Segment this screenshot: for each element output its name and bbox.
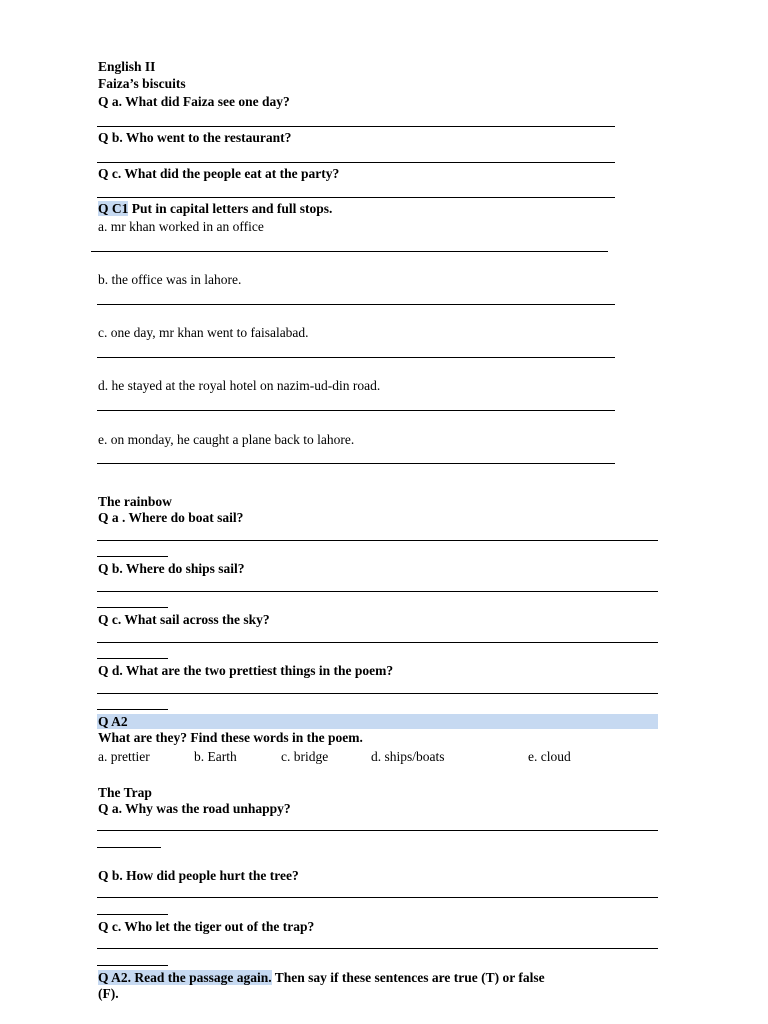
question-rainbow-c: Q c. What sail across the sky?: [98, 612, 270, 627]
answer-line: [97, 540, 658, 541]
section-title-rainbow: The rainbow: [98, 494, 172, 509]
question-trap-a: Q a. Why was the road unhappy?: [98, 801, 291, 816]
answer-line: [97, 693, 658, 694]
highlight-bar: [97, 714, 658, 729]
answer-line: [97, 642, 658, 643]
word-c: c. bridge: [281, 749, 329, 764]
sentence-e: e. on monday, he caught a plane back to lahore.: [98, 432, 355, 447]
question-trap-a2: [98, 970, 545, 986]
subject-title: English II: [98, 59, 156, 74]
question-c1-text: Put in capital letters and full stops.: [128, 201, 333, 216]
answer-line: [97, 357, 615, 358]
question-rainbow-a: Q a . Where do boat sail?: [98, 510, 244, 525]
question-trap-a2-text: Then say if these sentences are true (T) or false: [271, 970, 545, 985]
answer-line: [97, 897, 658, 898]
answer-line: [97, 948, 658, 949]
word-e: e. cloud: [528, 749, 571, 764]
question-rainbow-d: Q d. What are the two prettiest things in the poem?: [98, 663, 394, 678]
sentence-b: b. the office was in lahore.: [98, 272, 242, 287]
word-b: b. Earth: [194, 749, 237, 764]
answer-line: [97, 304, 615, 305]
answer-line: [97, 830, 658, 831]
word-a: a. prettier: [98, 749, 150, 764]
answer-line: [97, 591, 658, 592]
question-trap-c: Q c. Who let the tiger out of the trap?: [98, 919, 315, 934]
question-rainbow-a2-text: What are they? Find these words in the poem.: [98, 730, 363, 745]
answer-line: [97, 126, 615, 127]
question-trap-a2-label: Q A2. Read the passage again.: [98, 970, 272, 985]
question-trap-b: Q b. How did people hurt the tree?: [98, 868, 299, 883]
question-rainbow-b: Q b. Where do ships sail?: [98, 561, 245, 576]
answer-line: [97, 914, 168, 915]
answer-line: [97, 556, 168, 557]
sentence-c: c. one day, mr khan went to faisalabad.: [98, 325, 309, 340]
answer-line: [97, 162, 615, 163]
answer-line: [97, 410, 615, 411]
answer-line: [97, 463, 615, 464]
sentence-d: d. he stayed at the royal hotel on nazim-ud-din road.: [98, 378, 381, 393]
section-title-trap: The Trap: [98, 785, 152, 800]
answer-line: [97, 658, 168, 659]
question-faiza-a: Q a. What did Faiza see one day?: [98, 94, 290, 109]
question-rainbow-a2-label: Q A2: [98, 714, 128, 729]
answer-line: [97, 965, 168, 966]
question-faiza-b: Q b. Who went to the restaurant?: [98, 130, 292, 145]
question-c1: [98, 201, 332, 217]
question-trap-a2-text-continued: (F).: [98, 986, 119, 1001]
word-d: d. ships/boats: [371, 749, 445, 764]
section-title-faiza: Faiza’s biscuits: [98, 76, 186, 91]
sentence-a: a. mr khan worked in an office: [98, 219, 264, 234]
answer-line: [97, 197, 615, 198]
answer-line: [97, 607, 168, 608]
question-faiza-c: Q c. What did the people eat at the party?: [98, 166, 340, 181]
answer-line: [97, 847, 161, 848]
answer-line: [97, 709, 168, 710]
answer-line: [91, 251, 608, 252]
question-c1-label: Q C1: [98, 201, 129, 216]
